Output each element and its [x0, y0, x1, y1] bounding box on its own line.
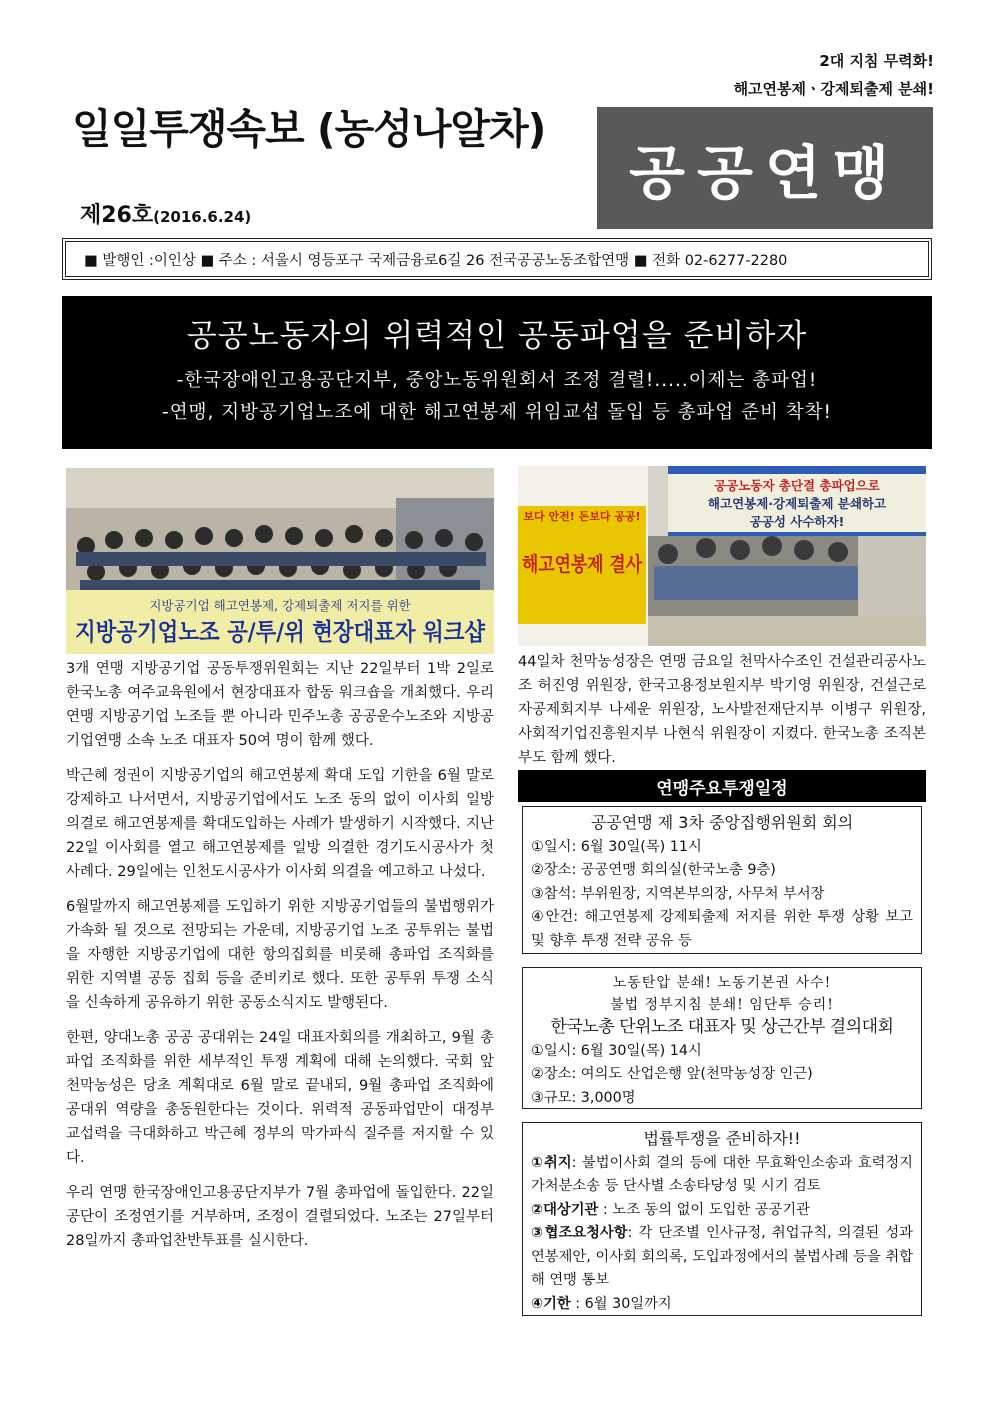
issue-number: 제26호: [80, 203, 154, 228]
meeting-title: 공공연맹 제 3차 중앙집행위원회 회의: [590, 813, 854, 832]
red-banner-top: 보다 안전! 돈보다 공공!: [523, 510, 641, 523]
legal-request-text: : 각 단조별 인사규정, 취업규칙, 의결된 성과연봉제안, 이사회 회의록, 도입과정에서의 불법사례 등을 취합해 연맹 통보: [531, 1225, 913, 1288]
blue-banner-line-1: 공공노동자 총단결 총파업으로: [714, 478, 880, 493]
schedule-box-rally: [522, 967, 922, 1109]
rally-time: ①일시: 6월 30일(목) 14시: [531, 1042, 702, 1059]
schedule-header: 연맹주요투쟁일정: [518, 770, 926, 802]
legal-request: [531, 1222, 913, 1293]
rally-slogan-1: 노동탄압 분쇄! 노동기본권 사수!: [612, 975, 832, 991]
legal-purpose: [531, 1152, 913, 1199]
headline-title: 공공노동자의 위력적인 공동파업을 준비하자: [186, 318, 808, 354]
issue-date: (2016.6.24): [153, 208, 252, 226]
headline-subtitle-1: -한국장애인고용공단지부, 중앙노동위원회서 조정 결렬!.....이제는 총파업!: [176, 370, 818, 391]
legal-purpose-label: ①취지: [531, 1154, 572, 1171]
article-paragraph-1: 3개 연맹 지방공기업 공동투쟁위원회는 지난 22일부터 1박 2일로 한국노총 여주교육원에서 현장대표자 합동 워크숍을 개최했다. 우리 연맹 지방공기업 노조들 뿐 아니라 민주노총 공공운수노조와 지방공기업연맹 소속 노조 대표자 50여 명이 함께 했다.: [66, 661, 494, 749]
legal-target-text: : 노조 동의 없이 도입한 공공기관: [598, 1201, 810, 1218]
workshop-photo-image: [66, 468, 494, 654]
schedule-box-legal: [522, 1122, 922, 1316]
sit-in-photo-image: [518, 466, 926, 646]
issue-info: [80, 198, 251, 229]
paper-title: 일일투쟁속보 (농성나알차): [72, 105, 546, 153]
meeting-attendees: ③참석: 부위원장, 지역본부의장, 사무처 부서장: [531, 885, 825, 902]
legal-deadline: [531, 1293, 913, 1317]
article-paragraph-3: 6월말까지 해고연봉제를 도입하기 위한 지방공기업들의 불법행위가 가속화 될 것으로 전망되는 가운데, 지방공기업 노조 공투위는 불법을 자행한 지방공기업에 대한 항의집회를 비롯해 총파업 조직화를 위한 지역별 공동 집회 등을 준비키로 했다. 또한 공투위 투쟁 소식을 신속하게 공유하기 위한 공동소식지도 발행된다.: [66, 899, 494, 1011]
headline-block: [62, 296, 932, 449]
banner-line-1: 지방공기업 해고연봉제, 강제퇴출제 저지를 위한: [149, 598, 411, 613]
slogan-line-2: 해고연봉제ㆍ강제퇴출제 분쇄!: [733, 80, 934, 98]
legal-deadline-text: : 6월 30일까지: [570, 1295, 672, 1312]
workshop-photo: [66, 468, 494, 654]
legal-deadline-label: ④기한: [531, 1295, 571, 1312]
legal-title: 법률투쟁을 준비하자!!: [643, 1129, 801, 1148]
meeting-agenda: ④안건: 해고연봉제 강제퇴출제 저지를 위한 투쟁 상황 보고 및 향후 투쟁 전략 공유 등: [531, 909, 913, 949]
legal-target: [531, 1199, 913, 1223]
meeting-place: ②장소: 공공연맹 회의실(한국노총 9층): [531, 862, 776, 878]
legal-purpose-text: : 불법이사회 결의 등에 대한 무효확인소송과 효력정지가처분소송 등 단사별 소송타당성 및 시기 검토: [531, 1154, 913, 1194]
photo-caption: 44일차 천막농성장은 연맹 금요일 천막사수조인 건설관리공사노조 허진영 위원장, 한국고용정보원지부 박기영 위원장, 건설근로자공제회지부 나세운 위원장, 노사발전재단지부 이병구 위원장, 사회적기업진흥원지부 나현식 위원장이 지켰다. 한국노총 조직본부도 함께 했다.: [518, 654, 926, 766]
brand-logo-box: 공공연맹: [597, 107, 933, 229]
meeting-time: ①일시: 6월 30일(목) 11시: [531, 838, 702, 855]
article-paragraph-4: 한편, 양대노총 공공 공대위는 24일 대표자회의를 개최하고, 9월 총파업 조직화를 위한 세부적인 투쟁 계획에 대해 논의했다. 국회 앞 천막농성은 당초 계획대로 6월 말로 끝내되, 9월 총파업 조직화에 공대위 역량을 총동원한다는 것이다. 위력적 공동파업만이 대정부 교섭력을 극대화하고 박근혜 정부의 막가파식 질주를 저지할 수 있다.: [66, 1030, 494, 1166]
publisher-info-bar: ■ 발행인 :이인상 ■ 주소 : 서울시 영등포구 국제금융로6길 26 전국공공노동조합연맹 ■ 전화 02-6277-2280: [62, 238, 932, 280]
main-article: [66, 657, 494, 1264]
banner-line-2: 지방공기업노조 공/투/위 현장대표자 워크샵: [75, 618, 486, 646]
legal-target-label: ②대상기관: [531, 1201, 599, 1218]
rally-place: ②장소: 여의도 산업은행 앞(천막농성장 인근): [531, 1066, 813, 1082]
blue-banner-line-3: 공공성 사수하자!: [749, 514, 845, 529]
article-paragraph-5: 우리 연맹 한국장애인고용공단지부가 7월 총파업에 돌입한다. 22일 공단이 조정연기를 거부하며, 조정이 결렬되었다. 노조는 27일부터 28일까지 총파업찬반투표를 실시한다.: [66, 1185, 494, 1249]
sit-in-photo: [518, 466, 926, 646]
blue-banner-line-2: 해고연봉제·강제퇴출제 분쇄하고: [707, 496, 887, 511]
schedule-box-meeting: [522, 806, 922, 954]
rally-size: ③규모: 3,000명: [531, 1089, 636, 1106]
red-banner-main: 해고연봉제 결사: [522, 552, 643, 576]
rally-slogan-2: 불법 정부지침 분쇄! 임단투 승리!: [610, 997, 834, 1013]
slogan-line-1: 2대 지침 무력화!: [819, 52, 934, 70]
rally-title: 한국노총 단위노조 대표자 및 상근간부 결의대회: [550, 1017, 894, 1037]
article-paragraph-2: 박근혜 정권이 지방공기업의 해고연봉제 확대 도입 기한을 6월 말로 강제하고 나서면서, 지방공기업에서도 노조 동의 없이 이사회 일방의결로 해고연봉제를 확대도입하는 사례가 발생하기 시작했다. 지난 22일 이사회를 열고 해고연봉제를 일방 의결한 경기도시공사가 첫 사례다. 29일에는 인천도시공사가 이사회 의결을 예고하고 나섰다.: [66, 768, 494, 880]
headline-subtitle-2: -연맹, 지방공기업노조에 대한 해고연봉제 위임교섭 돌입 등 총파업 준비 착착!: [162, 402, 832, 423]
legal-request-label: ③협조요청사항: [531, 1225, 628, 1241]
